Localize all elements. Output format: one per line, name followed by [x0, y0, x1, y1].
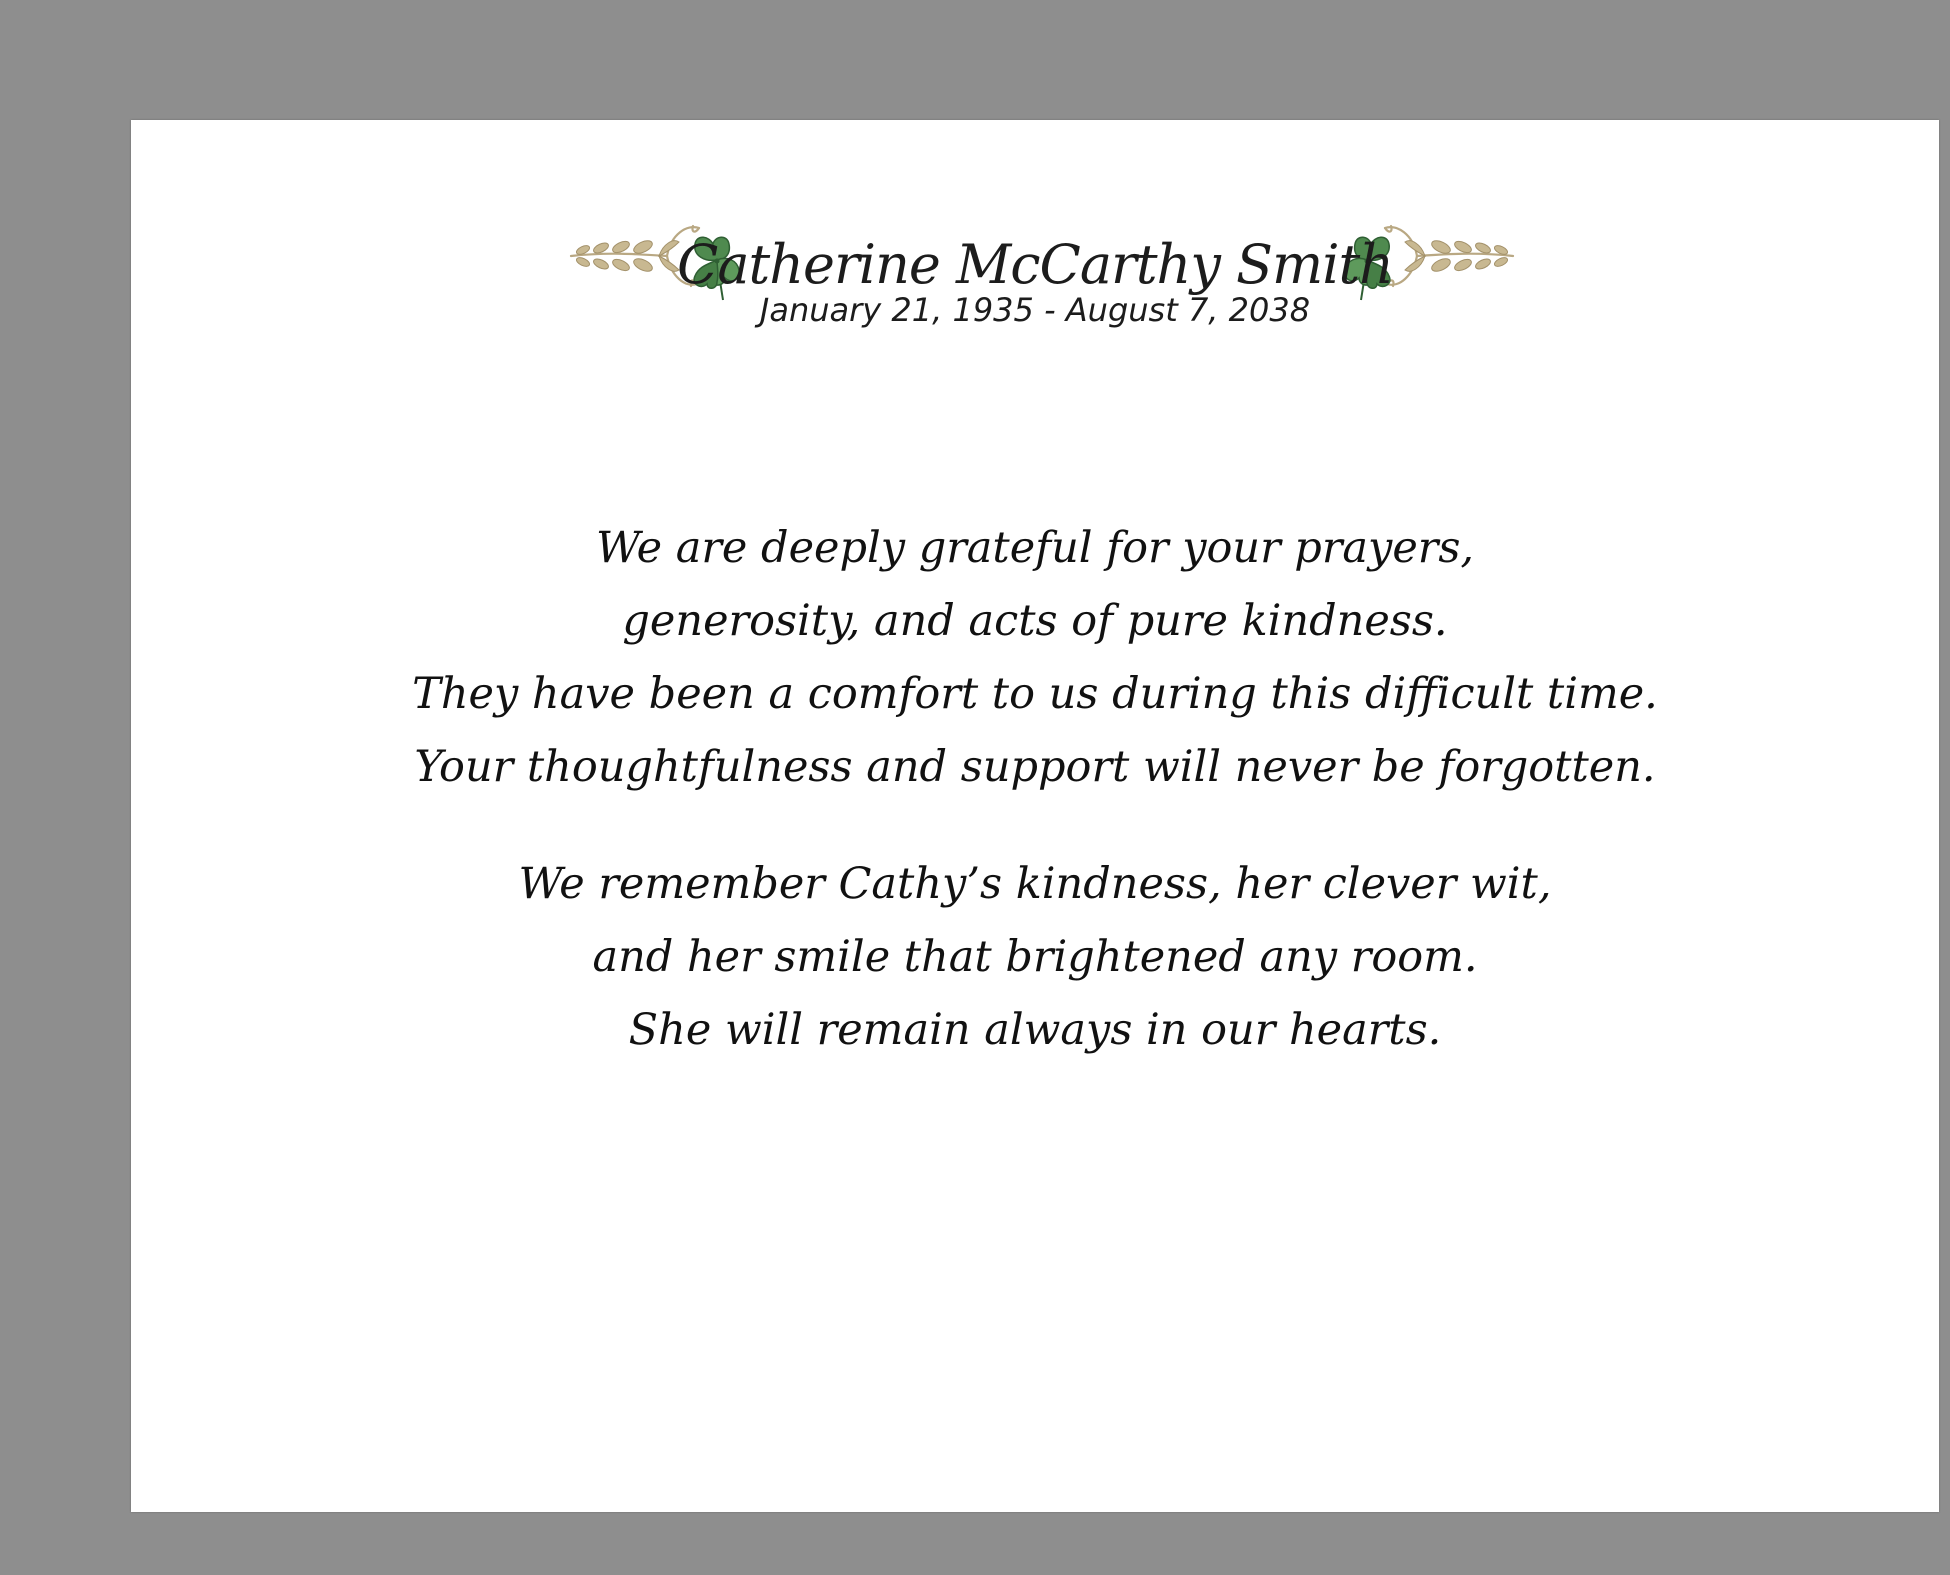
thank-you-card-page: [131, 120, 1939, 1512]
verse-line: and her smile that brightened any room.: [592, 932, 1478, 982]
verse-line: They have been a comfort to us during this difficult time.: [412, 669, 1658, 719]
verse-remembrance: [131, 848, 1939, 1067]
verse-line: We are deeply grateful for your prayers,: [595, 523, 1475, 573]
deceased-name: Catherine McCarthy Smith: [677, 233, 1393, 296]
life-dates: January 21, 1935 - August 7, 2038: [759, 291, 1311, 329]
verse-line: generosity, and acts of pure kindness.: [622, 596, 1448, 646]
verse-line: We remember Cathy’s kindness, her clever wit,: [518, 859, 1552, 909]
verse-line: Your thoughtfulness and support will never be forgotten.: [414, 742, 1656, 792]
verse-gratitude: [131, 512, 1939, 804]
verse-line: She will remain always in our hearts.: [628, 1005, 1442, 1055]
